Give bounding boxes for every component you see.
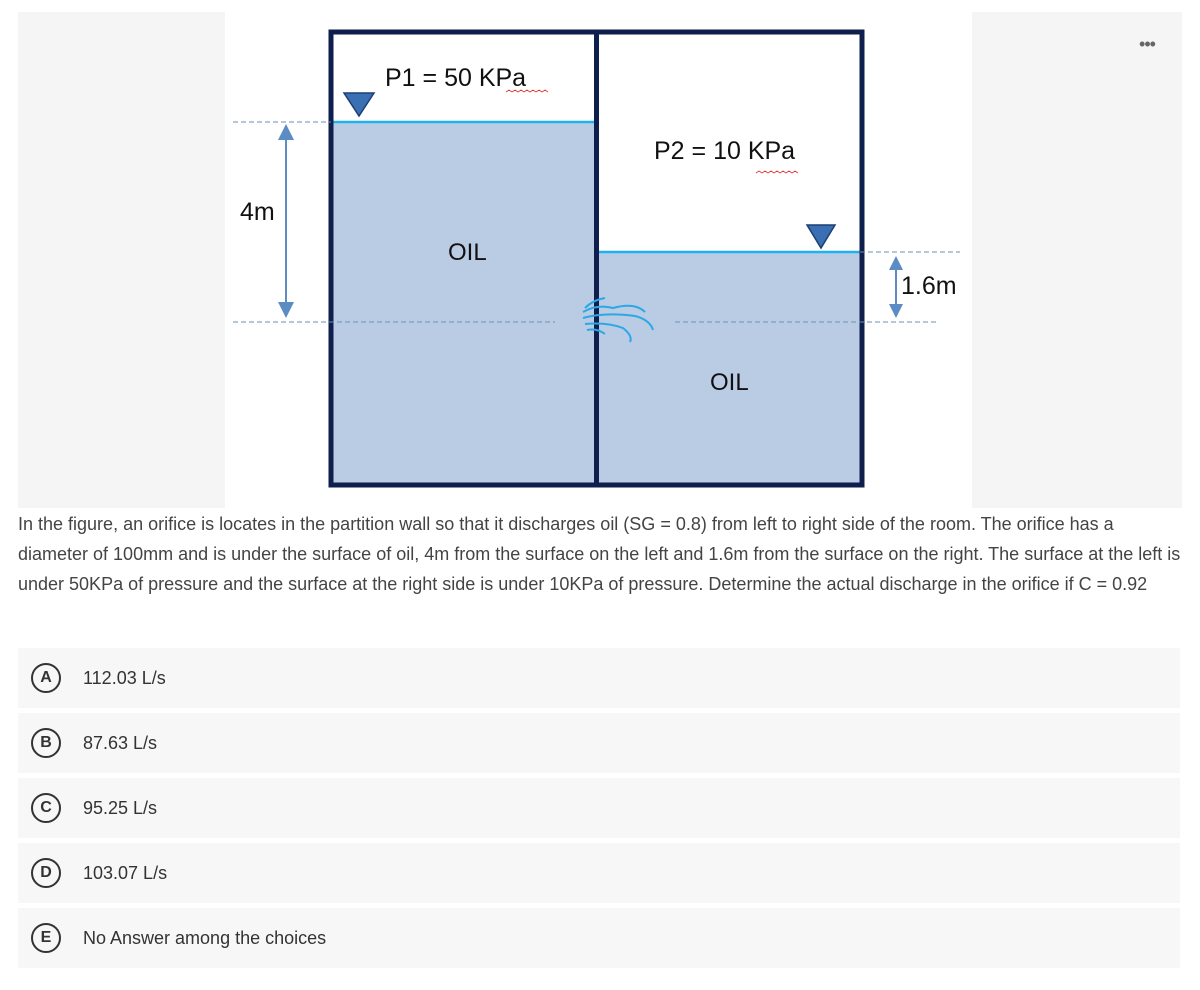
right-dimension-arrow-down-icon	[889, 304, 903, 318]
choice-text: 87.63 L/s	[83, 732, 158, 753]
choice-text: 112.03 L/s	[83, 667, 166, 688]
choice-d[interactable]	[18, 843, 1180, 903]
right-surface-marker-icon	[807, 225, 835, 248]
more-options-icon[interactable]: •••	[1139, 34, 1155, 54]
right-dimension-arrow-up-icon	[889, 256, 903, 270]
choice-text: No Answer among the choices	[83, 927, 327, 948]
right-depth-label: 1.6m	[901, 272, 957, 300]
choice-letter-badge: A	[31, 663, 61, 693]
right-fluid-label: OIL	[710, 369, 749, 396]
left-depth-label: 4m	[240, 198, 275, 226]
choice-letter-badge: B	[31, 728, 61, 758]
p1-label: P1 = 50 KPa	[385, 64, 527, 92]
question-text: In the figure, an orifice is locates in the partition wall so that it discharges oil (SG = 0.8) from left to right side of the room. The orifice has a diameter of 100mm and is under the surface of oil, 4m from the surface on the left and 1.6m from the surface on the right. The surface at the left is under 50KPa of pressure and the surface at the right side is under 10KPa of pressure. Determine the actual discharge in the orifice if C = 0.92	[18, 514, 1181, 594]
choice-letter-badge: D	[31, 858, 61, 888]
left-fluid-label: OIL	[448, 239, 487, 266]
p2-spellcheck-underline	[756, 171, 798, 173]
question-figure	[225, 12, 972, 508]
choice-text: 95.25 L/s	[83, 797, 158, 818]
left-dimension-arrow-down-icon	[278, 302, 294, 318]
p2-label: P2 = 10 KPa	[654, 137, 796, 165]
choice-text: 103.07 L/s	[83, 862, 168, 883]
choice-b[interactable]	[18, 713, 1180, 773]
tank-diagram	[225, 12, 972, 508]
choice-a[interactable]	[18, 648, 1180, 708]
left-oil-fill	[333, 122, 596, 484]
choice-e[interactable]	[18, 908, 1180, 968]
right-oil-fill	[598, 252, 860, 484]
choice-c[interactable]	[18, 778, 1180, 838]
left-surface-marker-icon	[344, 93, 374, 116]
left-dimension-arrow-up-icon	[278, 124, 294, 140]
choice-letter-badge: C	[31, 793, 61, 823]
choice-letter-badge: E	[31, 923, 61, 953]
